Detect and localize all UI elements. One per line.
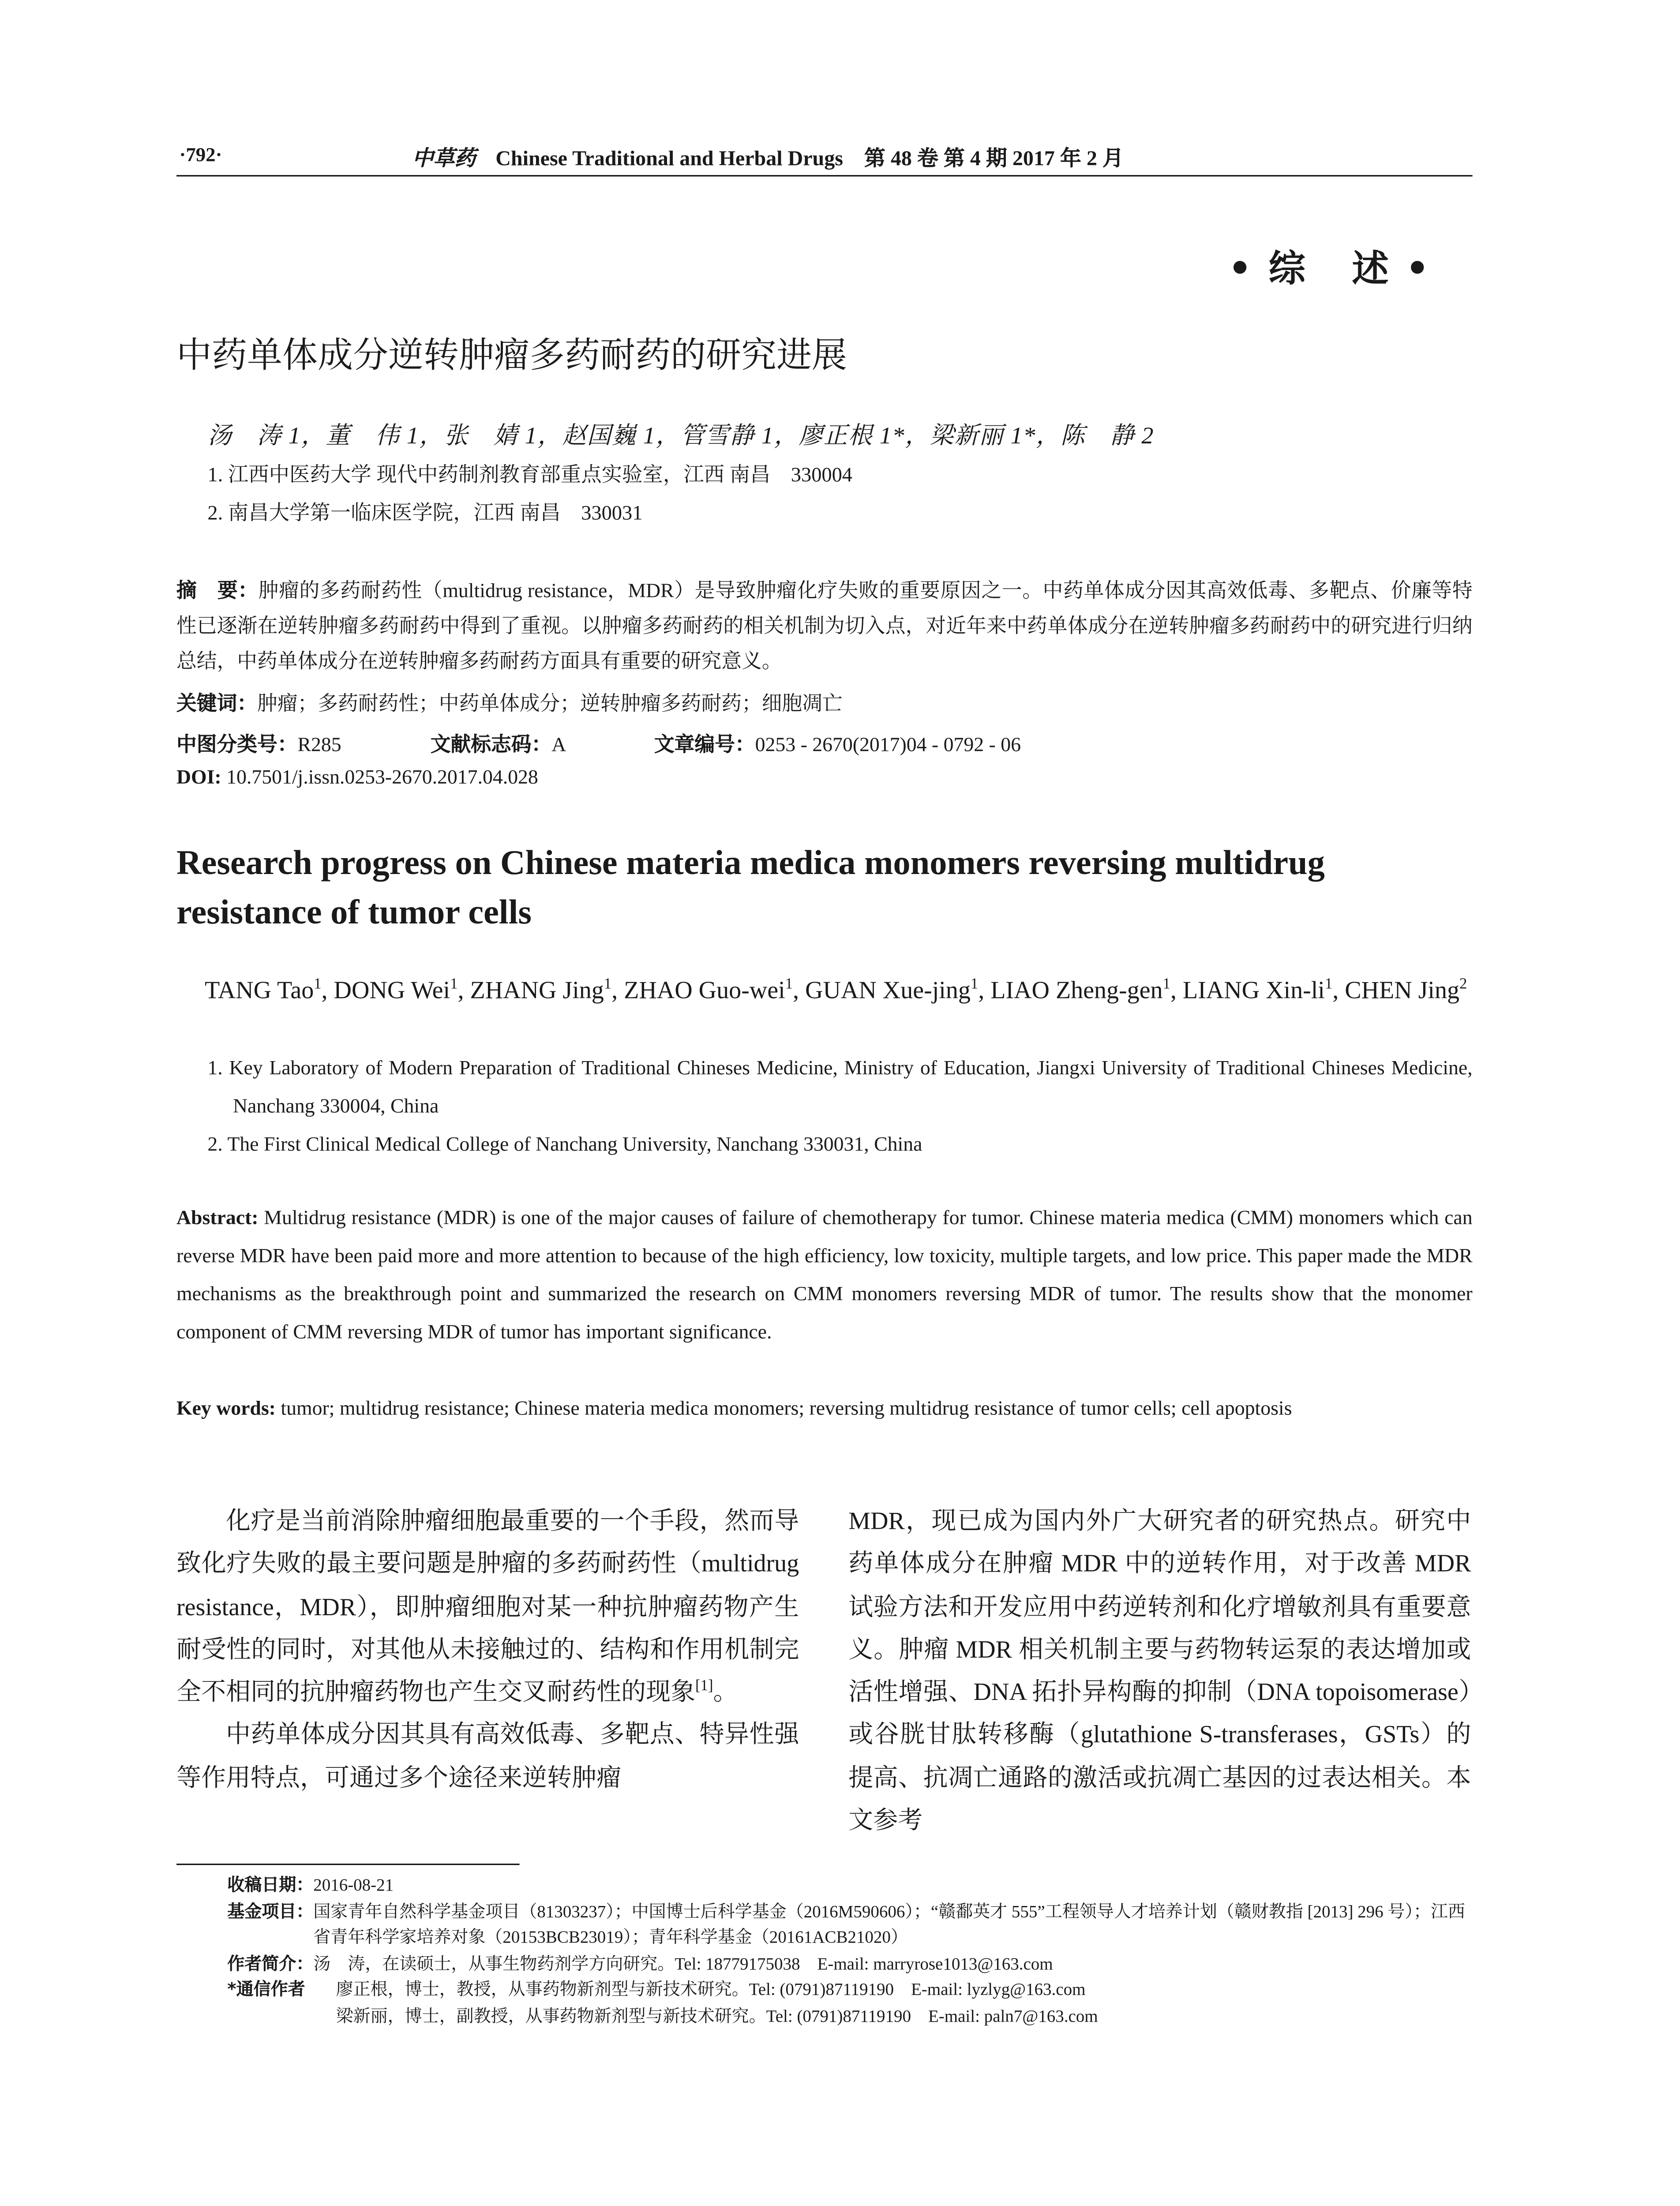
body-column-right	[848, 1499, 1471, 1842]
article-number-value: 0253 - 2670(2017)04 - 0792 - 06	[755, 734, 1021, 757]
affiliation-marker: 2	[1459, 975, 1467, 993]
keywords-cn	[176, 687, 1473, 723]
doi-label: DOI:	[176, 766, 221, 789]
header-rule	[176, 175, 1473, 176]
author-en: TANG Tao$^1$	[205, 975, 322, 1004]
body-column-left	[176, 1499, 799, 1799]
doi-value: 10.7501/j.issn.0253-2670.2017.04.028	[226, 766, 538, 789]
doc-code-value: A	[551, 734, 565, 757]
corresponding-author-2: 梁新丽，博士，副教授，从事药物新剂型与新技术研究。Tel: (0791)87119190 E-mail: paln7@163.com	[336, 2005, 1098, 2026]
clc-value: R285	[297, 734, 341, 757]
keywords-cn-label: 关键词：	[176, 693, 257, 716]
footnote-received: 收稿日期： 2016-08-21	[227, 1875, 394, 1895]
doc-code-label: 文献标志码：	[430, 734, 552, 757]
author-list-cn: 汤 涛 1，董 伟 1，张 婧 1，赵国巍 1，管雪静 1，廖正根 1*，梁新丽 1*，陈 静 2	[207, 422, 1155, 449]
article-title-cn: 中药单体成分逆转肿瘤多药耐药的研究进展	[176, 334, 848, 376]
keywords-en-text: tumor; multidrug resistance; Chinese materia medica monomers; reversing multidrug resistance of tumor cells; cell apoptosis	[281, 1398, 1292, 1421]
journal-header	[412, 143, 1124, 172]
affiliation-marker: 1	[450, 975, 458, 993]
footnote-rule	[176, 1864, 520, 1865]
abstract-cn-text: 肿瘤的多药耐药性（multidrug resistance，MDR）是导致肿瘤化疗失败的重要原因之一。中药单体成分因其高效低毒、多靶点、价廉等特性已逐渐在逆转肿瘤多药耐药中得到了重视。以肿瘤多药耐药的相关机制为切入点，对近年来中药单体成分在逆转肿瘤多药耐药中的研究进行归纳总结，中药单体成分在逆转肿瘤多药耐药方面具有重要的研究意义。	[176, 580, 1473, 674]
author-en: ZHAO Guo-wei$^1$	[624, 975, 793, 1004]
footnote-author-bio: 作者简介： 汤 涛，在读硕士，从事生物药剂学方向研究。Tel: 18779175038 E-mail: marryrose1013@163.com	[227, 1953, 1053, 1973]
affiliation-en-2: 2. The First Clinical Medical College of Nanchang University, Nanchang 330031, China	[207, 1133, 922, 1156]
affiliation-marker: 1	[970, 975, 979, 993]
abstract-en	[176, 1200, 1473, 1353]
abstract-en-text: Multidrug resistance (MDR) is one of the major causes of failure of chemotherapy for tumor. Chinese materia medica (CMM) monomers which can reverse MDR have been paid more and more attention to because of the high efficiency, low toxicity, multiple targets, and low price. This paper made the MDR mechanisms as the breakthrough point and summarized the research on CMM monomers reversing MDR of tumor. The results show that the monomer component of CMM reversing MDR of tumor has important significance.	[176, 1207, 1473, 1344]
page-number: ·792·	[179, 145, 222, 167]
article-title-en: Research progress on Chinese materia medica monomers reversing multidrug resistance of tumor cells	[176, 844, 1325, 932]
corresponding-author-1: 廖正根，博士，教授，从事药物新剂型与新技术研究。Tel: (0791)87119190 E-mail: lyzlyg@163.com	[336, 1979, 1086, 2000]
journal-logo-text: 中草药	[412, 148, 476, 171]
author-en: LIANG Xin-$li^1$	[1182, 975, 1333, 1004]
author-en: DONG Wei$^1$	[334, 975, 458, 1004]
footnote-funding: 基金项目： 国家青年自然科学基金项目（81303237）；中国博士后科学基金（2016M590606）；“赣鄱英才 555”工程领导人才培养计划（赣财教指 [2013] 296 号）；江西省青年科学家培养对象（20153BCB23019）；青年科学基金（20161ACB21020）	[227, 1901, 1465, 1947]
affiliation-cn-2: 2. 南昌大学第一临床医学院，江西 南昌 330031	[207, 503, 643, 525]
body-paragraph-2: 中药单体成分因其具有高效低毒、多靶点、特异性强等作用特点，可通过多个途径来逆转肿瘤	[176, 1720, 799, 1792]
keywords-en-label: Key words:	[176, 1398, 276, 1421]
clc-label: 中图分类号：	[176, 734, 298, 757]
footnotes	[227, 1872, 1472, 2029]
affiliation-marker: 1	[314, 975, 322, 993]
keywords-cn-text: 肿瘤；多药耐药性；中药单体成分；逆转肿瘤多药耐药；细胞凋亡	[257, 693, 843, 716]
author-en: ZHANG Jing$^1$	[470, 975, 612, 1004]
abstract-cn-label: 摘 要：	[176, 580, 259, 603]
classification-line	[176, 730, 1021, 758]
doi-line	[176, 767, 538, 791]
footnote-corresponding: *通信作者 廖正根，博士，教授，从事药物新剂型与新技术研究。Tel: (0791)87119190 E-mail: lyzlyg@163.com 梁新丽，博士，副教授，从事药物新剂型与新技术研究。Tel: (0791)87119190 E-mail: paln7@163.com	[227, 1977, 1472, 2029]
author-en: GUAN Xue-jing$^1$	[805, 975, 979, 1004]
citation-ref: [1]	[695, 1677, 713, 1695]
abstract-en-label: Abstract:	[176, 1207, 259, 1230]
affiliation-marker: 1	[1162, 975, 1170, 993]
affiliation-marker: 1	[785, 975, 793, 993]
section-tag: •综 述•	[1228, 248, 1446, 291]
affiliation-en-1: 1. Key Laboratory of Modern Preparation of Traditional Chineses Medicine, Ministry of Education, Jiangxi University of Traditional Chineses Medicine, Nanchang 330004, China	[207, 1057, 1473, 1118]
keywords-en	[176, 1391, 1473, 1429]
affiliation-cn-1: 1. 江西中医药大学 现代中药制剂教育部重点实验室，江西 南昌 330004	[207, 464, 852, 487]
body-paragraph-3: MDR，现已成为国内外广大研究者的研究热点。研究中药单体成分在肿瘤 MDR 中的逆转作用，对于改善 MDR 试验方法和开发应用中药逆转剂和化疗增敏剂具有重要意义。肿瘤 MDR 相关机制主要与药物转运泵的表达增加或活性增强、DNA 拓扑异构酶的抑制（DNA topoisomerase）或谷胱甘肽转移酶（glutathione S-transferases，GSTs）的提高、抗凋亡通路的激活或抗凋亡基因的过表达相关。本文参考	[848, 1506, 1471, 1835]
affiliation-marker: 1	[1324, 975, 1333, 993]
abstract-cn	[176, 574, 1473, 680]
body-paragraph-1: 化疗是当前消除肿瘤细胞最重要的一个手段，然而导致化疗失败的最主要问题是肿瘤的多药耐药性（multidrug resistance，MDR），即肿瘤细胞对某一种抗肿瘤药物产生耐受性的同时，对其他从未接触过的、结构和作用机制完全不相同的抗肿瘤药物也产生交叉耐药性的现象[1]。	[176, 1506, 799, 1706]
affiliation-marker: 1	[604, 975, 612, 993]
journal-issue-line: Chinese Traditional and Herbal Drugs 第 48 卷 第 4 期 2017 年 2 月	[495, 148, 1124, 171]
author-en: CHEN Jing$^2$	[1345, 975, 1467, 1004]
author-en: LIAO Zheng-gen$^1$	[990, 975, 1170, 1004]
author-list-en: TANG Tao$^1$, DONG Wei$^1$, ZHANG Jing$^1$, ZHAO Guo-wei$^1$, GUAN Xue-jing$^1$, LIAO Zheng-gen$^1$, LIANG Xin-$li^1$, CHEN Jing$^2$	[205, 975, 1467, 1004]
article-number-label: 文章编号：	[654, 734, 755, 757]
